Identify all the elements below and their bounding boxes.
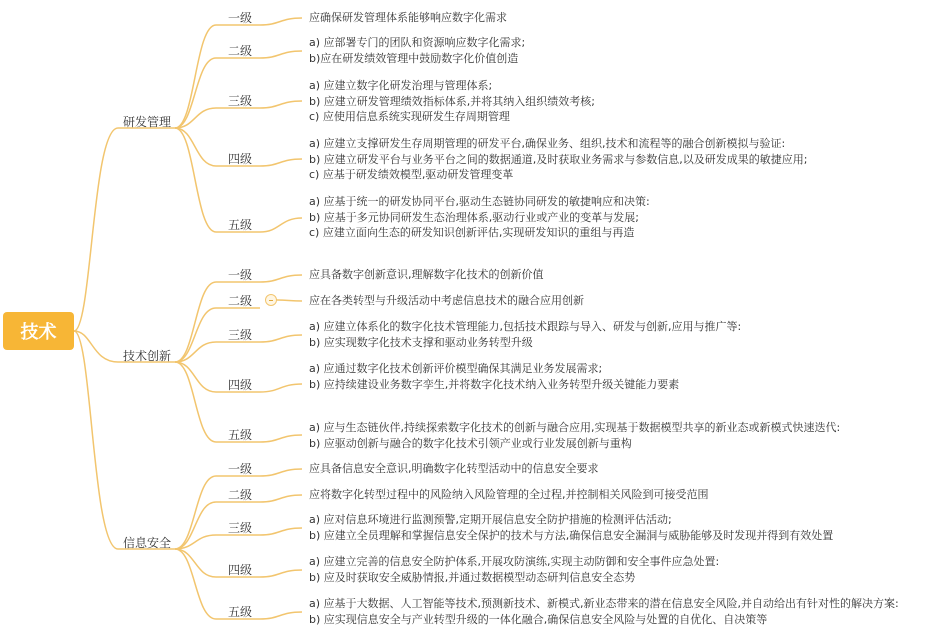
leaf-line: a) 应建立数字化研发治理与管理体系; — [309, 79, 493, 92]
leaf-node[interactable] — [309, 512, 833, 543]
leaf-line: 应具备信息安全意识,明确数字化转型活动中的信息安全要求 — [309, 462, 599, 475]
level-node[interactable]: 五级 — [228, 218, 253, 232]
leaf-line: b) 应实现数字化技术支撑和驱动业务转型升级 — [309, 335, 533, 349]
level-node[interactable]: 二级 — [228, 294, 253, 308]
leaf-node[interactable] — [309, 319, 741, 350]
leaf-line: a) 应部署专门的团队和资源响应数字化需求; — [309, 36, 526, 49]
leaf-line: a) 应建立支撑研发生存周期管理的研发平台,确保业务、组织,技术和流程等的融合创新模拟与验证: — [309, 137, 786, 150]
leaf-line: 应将数字化转型过程中的风险纳入风险管理的全过程,并控制相关风险到可接受范围 — [309, 488, 709, 501]
leaf-node[interactable] — [309, 361, 679, 392]
leaf-line: 应在各类转型与升级活动中考虑信息技术的融合应用创新 — [309, 294, 584, 307]
collapse-toggle-icon[interactable] — [265, 294, 277, 306]
leaf-node[interactable] — [309, 461, 599, 477]
leaf-node[interactable] — [309, 136, 807, 183]
leaf-line: b) 应基于多元协同研发生态治理体系,驱动行业或产业的变革与发展; — [309, 210, 639, 224]
leaf-line: b) 应建立研发平台与业务平台之间的数据通道,及时获取业务需求与参数信息,以及研发成果的敏捷应用; — [309, 152, 808, 166]
branch-tech-innovation[interactable]: 技术创新 — [123, 349, 172, 363]
level-node[interactable]: 三级 — [228, 94, 253, 108]
level-node[interactable]: 四级 — [228, 152, 253, 166]
branch-rd-management[interactable]: 研发管理 — [123, 115, 172, 129]
level-node[interactable]: 四级 — [228, 563, 253, 577]
leaf-line: a) 应基于统一的研发协同平台,驱动生态链协同研发的敏捷响应和决策: — [309, 195, 650, 208]
level-node[interactable]: 一级 — [228, 11, 253, 25]
leaf-line: c) 应使用信息系统实现研发生存周期管理 — [309, 110, 510, 123]
leaf-node[interactable] — [309, 78, 595, 125]
leaf-line: a) 应建立完善的信息安全防护体系,开展攻防演练,实现主动防御和安全事件应急处置: — [309, 555, 720, 568]
level-node[interactable]: 五级 — [228, 428, 253, 442]
leaf-line: a) 应建立体系化的数字化技术管理能力,包括技术跟踪与导入、研发与创新,应用与推广等: — [309, 320, 742, 333]
leaf-node[interactable] — [309, 35, 525, 66]
leaf-line: a) 应与生态链伙伴,持续探索数字化技术的创新与融合应用,实现基于数据模型共享的新业态或新模式快速迭代: — [309, 421, 841, 434]
leaf-line: b)应在研发绩效管理中鼓励数字化价值创造 — [309, 51, 519, 65]
leaf-line: a) 应基于大数据、人工智能等技术,预测新技术、新模式,新业态带来的潜在信息安全风险,并自动给出有针对性的解决方案: — [309, 597, 899, 610]
level-node[interactable]: 三级 — [228, 328, 253, 342]
leaf-line: 应具备数字创新意识,理解数字化技术的创新价值 — [309, 268, 544, 281]
level-node[interactable]: 三级 — [228, 521, 253, 535]
leaf-line: c) 应建立面向生态的研发知识创新评估,实现研发知识的重组与再造 — [309, 226, 635, 239]
level-node[interactable]: 四级 — [228, 378, 253, 392]
leaf-node[interactable] — [309, 596, 899, 627]
leaf-node[interactable] — [309, 267, 544, 283]
leaf-node[interactable] — [309, 487, 709, 503]
leaf-line: a) 应对信息环境进行监测预警,定期开展信息安全防护措施的检测评估活动; — [309, 513, 672, 526]
level-node[interactable]: 二级 — [228, 488, 253, 502]
leaf-line: b) 应建立全员理解和掌握信息安全保护的技术与方法,确保信息安全漏洞与威胁能够及时发现并得到有效处置 — [309, 528, 834, 542]
leaf-line: b) 应持续建设业务数字孪生,并将数字化技术纳入业务转型升级关键能力要素 — [309, 377, 680, 391]
branch-info-security[interactable]: 信息安全 — [123, 536, 172, 550]
leaf-node[interactable] — [309, 554, 719, 585]
leaf-node[interactable] — [309, 420, 840, 451]
leaf-line: b) 应驱动创新与融合的数字化技术引领产业或行业发展创新与重构 — [309, 436, 632, 450]
leaf-line: a) 应通过数字化技术创新评价模型确保其满足业务发展需求; — [309, 362, 603, 375]
leaf-line: b) 应建立研发管理绩效指标体系,并将其纳入组织绩效考核; — [309, 94, 595, 108]
leaf-line: b) 应及时获取安全威胁情报,并通过数据模型动态研判信息安全态势 — [309, 570, 636, 584]
level-node[interactable]: 一级 — [228, 268, 253, 282]
leaf-line: 应确保研发管理体系能够响应数字化需求 — [309, 11, 507, 24]
root-node[interactable]: 技术 — [3, 312, 74, 350]
level-node[interactable]: 五级 — [228, 605, 253, 619]
leaf-node[interactable] — [309, 10, 507, 26]
leaf-line: b) 应实现信息安全与产业转型升级的一体化融合,确保信息安全风险与处置的自优化、自决策等 — [309, 612, 768, 626]
leaf-node[interactable] — [309, 293, 584, 309]
leaf-line: c) 应基于研发绩效模型,驱动研发管理变革 — [309, 168, 514, 181]
leaf-node[interactable] — [309, 194, 650, 241]
level-node[interactable]: 二级 — [228, 44, 253, 58]
level-node[interactable]: 一级 — [228, 462, 253, 476]
